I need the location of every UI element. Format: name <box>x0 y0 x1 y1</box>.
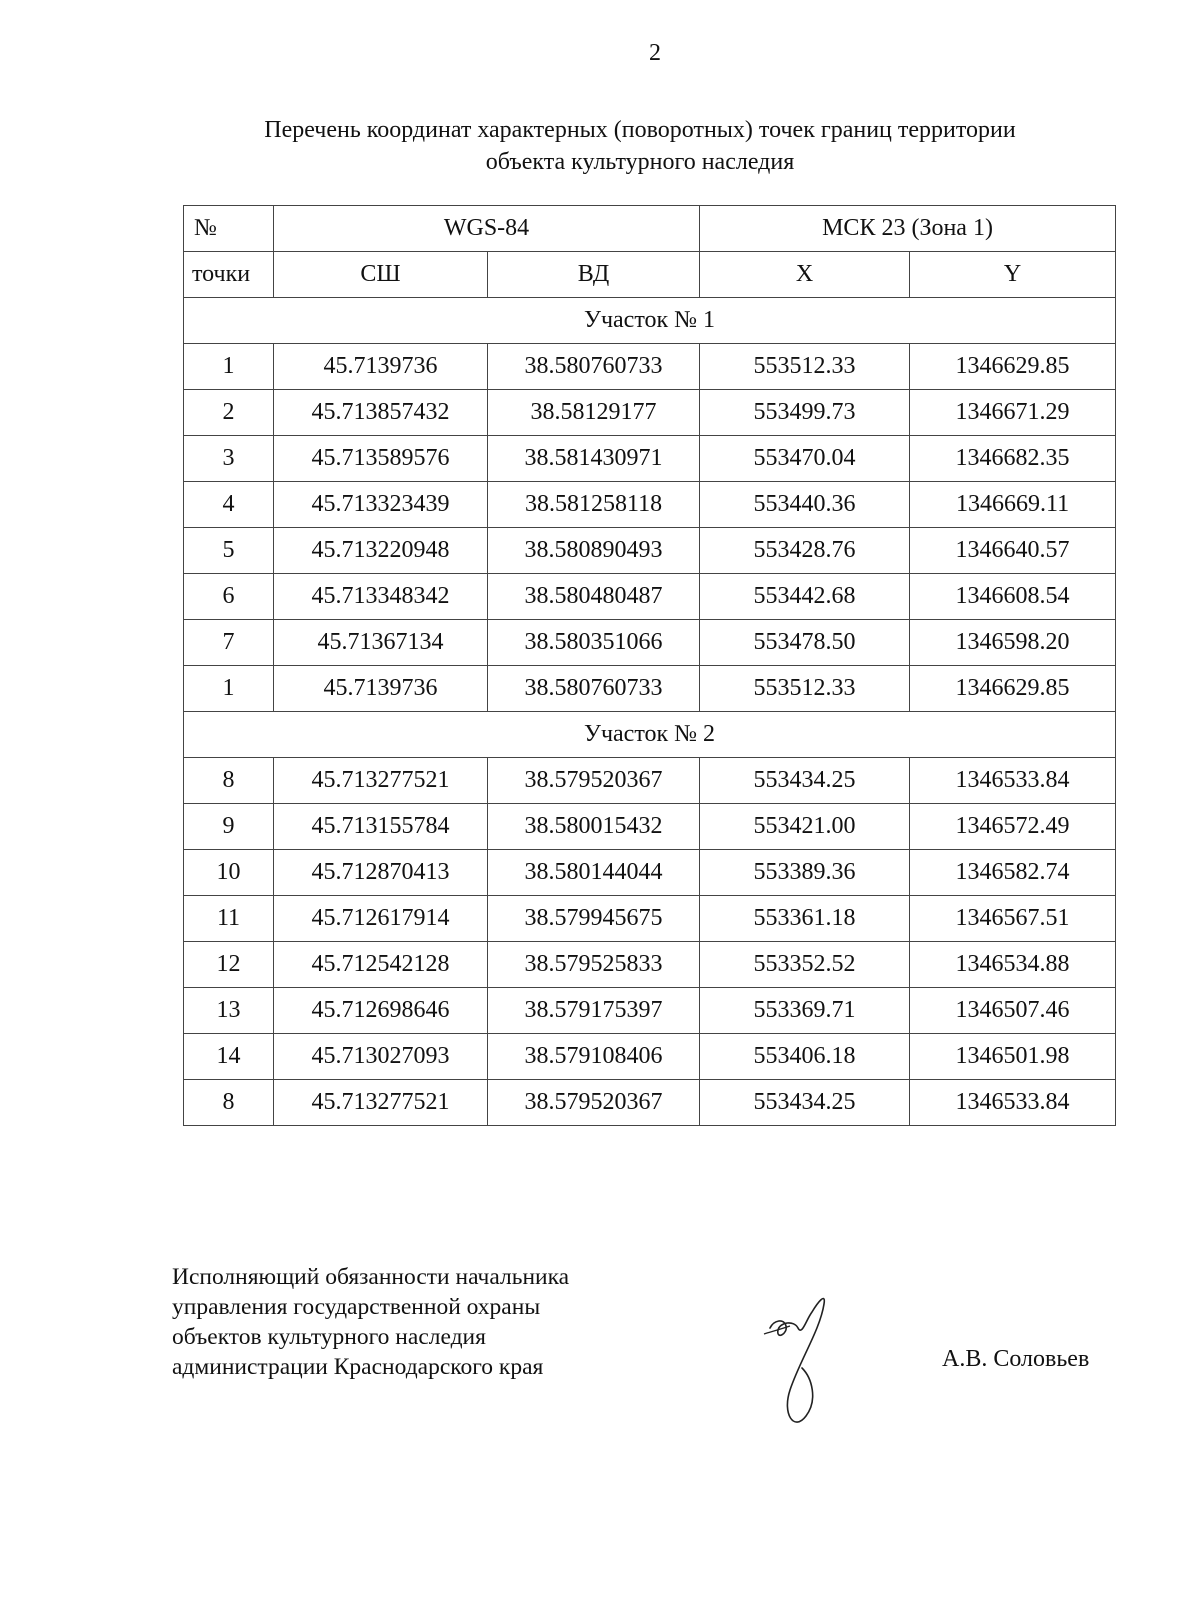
table-row <box>184 988 1116 1034</box>
header-point-label: точки <box>184 252 274 298</box>
header-msk23: МСК 23 (Зона 1) <box>700 206 1116 252</box>
y-cell: 1346640.57 <box>910 528 1116 574</box>
point-number: 11 <box>184 896 274 942</box>
y-cell: 1346671.29 <box>910 390 1116 436</box>
longitude-cell: 38.58129177 <box>488 390 700 436</box>
x-cell: 553369.71 <box>700 988 910 1034</box>
longitude-cell: 38.579108406 <box>488 1034 700 1080</box>
table-row <box>184 666 1116 712</box>
y-cell: 1346567.51 <box>910 896 1116 942</box>
x-cell: 553428.76 <box>700 528 910 574</box>
point-number: 12 <box>184 942 274 988</box>
header-row-1 <box>184 206 1116 252</box>
x-cell: 553434.25 <box>700 758 910 804</box>
latitude-cell: 45.713277521 <box>274 1080 488 1126</box>
y-cell: 1346608.54 <box>910 574 1116 620</box>
y-cell: 1346507.46 <box>910 988 1116 1034</box>
longitude-cell: 38.580015432 <box>488 804 700 850</box>
longitude-cell: 38.581258118 <box>488 482 700 528</box>
point-number: 14 <box>184 1034 274 1080</box>
y-cell: 1346533.84 <box>910 1080 1116 1126</box>
signatory-position <box>172 1262 569 1382</box>
header-x: X <box>700 252 910 298</box>
table-row <box>184 942 1116 988</box>
y-cell: 1346572.49 <box>910 804 1116 850</box>
latitude-cell: 45.712870413 <box>274 850 488 896</box>
signatory-name: А.В. Соловьев <box>942 1346 1090 1372</box>
point-number: 2 <box>184 390 274 436</box>
point-number: 6 <box>184 574 274 620</box>
latitude-cell: 45.7139736 <box>274 344 488 390</box>
point-number: 8 <box>184 1080 274 1126</box>
longitude-cell: 38.579945675 <box>488 896 700 942</box>
x-cell: 553470.04 <box>700 436 910 482</box>
table-row <box>184 390 1116 436</box>
table-row <box>184 482 1116 528</box>
latitude-cell: 45.71367134 <box>274 620 488 666</box>
latitude-cell: 45.713277521 <box>274 758 488 804</box>
longitude-cell: 38.580144044 <box>488 850 700 896</box>
point-number: 3 <box>184 436 274 482</box>
section-row <box>184 298 1116 344</box>
header-latitude: СШ <box>274 252 488 298</box>
header-longitude: ВД <box>488 252 700 298</box>
latitude-cell: 45.712542128 <box>274 942 488 988</box>
table-row <box>184 528 1116 574</box>
point-number: 1 <box>184 666 274 712</box>
y-cell: 1346629.85 <box>910 666 1116 712</box>
longitude-cell: 38.579175397 <box>488 988 700 1034</box>
point-number: 7 <box>184 620 274 666</box>
y-cell: 1346582.74 <box>910 850 1116 896</box>
table-row <box>184 436 1116 482</box>
longitude-cell: 38.580351066 <box>488 620 700 666</box>
point-number: 13 <box>184 988 274 1034</box>
header-wgs84: WGS-84 <box>274 206 700 252</box>
latitude-cell: 45.713589576 <box>274 436 488 482</box>
longitude-cell: 38.580760733 <box>488 666 700 712</box>
latitude-cell: 45.713027093 <box>274 1034 488 1080</box>
title-line-2: объекта культурного наследия <box>485 149 795 175</box>
latitude-cell: 45.712698646 <box>274 988 488 1034</box>
section-label: Участок № 2 <box>184 712 1116 758</box>
header-row-2 <box>184 252 1116 298</box>
point-number: 1 <box>184 344 274 390</box>
y-cell: 1346629.85 <box>910 344 1116 390</box>
header-y: Y <box>910 252 1116 298</box>
position-line: администрации Краснодарского края <box>172 1354 544 1380</box>
latitude-cell: 45.713323439 <box>274 482 488 528</box>
handwritten-signature <box>760 1290 850 1440</box>
point-number: 4 <box>184 482 274 528</box>
latitude-cell: 45.713857432 <box>274 390 488 436</box>
table-row <box>184 896 1116 942</box>
x-cell: 553352.52 <box>700 942 910 988</box>
y-cell: 1346533.84 <box>910 758 1116 804</box>
table-row <box>184 804 1116 850</box>
longitude-cell: 38.579520367 <box>488 1080 700 1126</box>
y-cell: 1346682.35 <box>910 436 1116 482</box>
table-row <box>184 620 1116 666</box>
x-cell: 553421.00 <box>700 804 910 850</box>
latitude-cell: 45.712617914 <box>274 896 488 942</box>
x-cell: 553361.18 <box>700 896 910 942</box>
table-row <box>184 574 1116 620</box>
x-cell: 553442.68 <box>700 574 910 620</box>
latitude-cell: 45.713348342 <box>274 574 488 620</box>
header-point-no: № <box>184 206 274 252</box>
position-line: Исполняющий обязанности начальника <box>172 1264 570 1290</box>
table-row <box>184 758 1116 804</box>
x-cell: 553512.33 <box>700 344 910 390</box>
coordinates-table <box>183 205 1116 1126</box>
x-cell: 553512.33 <box>700 666 910 712</box>
x-cell: 553406.18 <box>700 1034 910 1080</box>
latitude-cell: 45.713155784 <box>274 804 488 850</box>
latitude-cell: 45.713220948 <box>274 528 488 574</box>
latitude-cell: 45.7139736 <box>274 666 488 712</box>
table-row <box>184 1080 1116 1126</box>
table-row <box>184 1034 1116 1080</box>
table-row <box>184 850 1116 896</box>
title-line-1: Перечень координат характерных (поворотных) точек границ территории <box>264 117 1016 143</box>
x-cell: 553478.50 <box>700 620 910 666</box>
longitude-cell: 38.580890493 <box>488 528 700 574</box>
x-cell: 553440.36 <box>700 482 910 528</box>
section-row <box>184 712 1116 758</box>
x-cell: 553434.25 <box>700 1080 910 1126</box>
longitude-cell: 38.579525833 <box>488 942 700 988</box>
y-cell: 1346501.98 <box>910 1034 1116 1080</box>
table-row <box>184 344 1116 390</box>
point-number: 5 <box>184 528 274 574</box>
point-number: 10 <box>184 850 274 896</box>
position-line: объектов культурного наследия <box>172 1324 486 1350</box>
longitude-cell: 38.580760733 <box>488 344 700 390</box>
y-cell: 1346534.88 <box>910 942 1116 988</box>
longitude-cell: 38.579520367 <box>488 758 700 804</box>
longitude-cell: 38.580480487 <box>488 574 700 620</box>
position-line: управления государственной охраны <box>172 1294 541 1320</box>
y-cell: 1346598.20 <box>910 620 1116 666</box>
y-cell: 1346669.11 <box>910 482 1116 528</box>
x-cell: 553389.36 <box>700 850 910 896</box>
page-number: 2 <box>649 40 661 66</box>
section-label: Участок № 1 <box>184 298 1116 344</box>
longitude-cell: 38.581430971 <box>488 436 700 482</box>
x-cell: 553499.73 <box>700 390 910 436</box>
document-title <box>170 114 1110 178</box>
point-number: 8 <box>184 758 274 804</box>
point-number: 9 <box>184 804 274 850</box>
